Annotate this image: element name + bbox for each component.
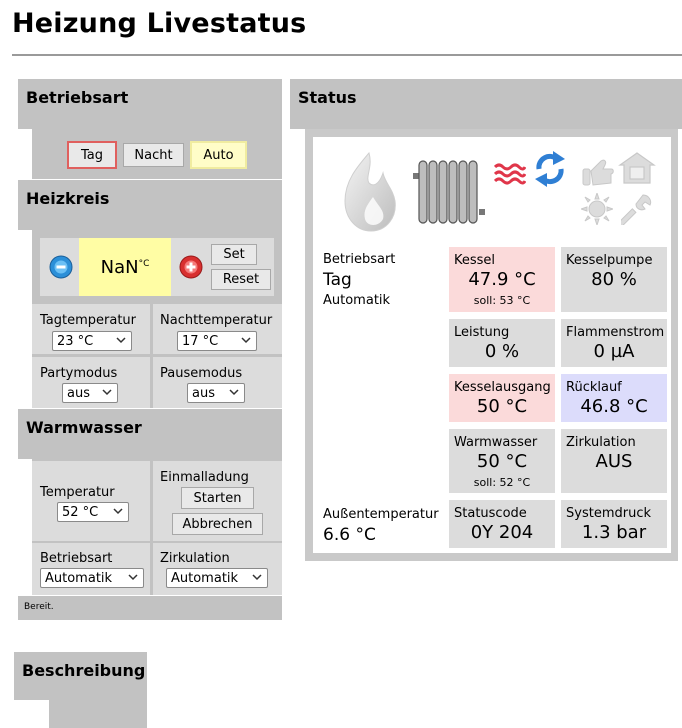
ww-temperatur-cell xyxy=(32,461,150,541)
pausemodus-cell xyxy=(153,357,282,408)
heizkreis-panel xyxy=(32,230,282,408)
ruecklauf-label: Rücklauf xyxy=(566,380,622,395)
pausemodus-value: aus xyxy=(192,385,215,401)
kesselausgang-value: 50 °C xyxy=(476,396,528,417)
statuscode-label: Statuscode xyxy=(454,506,527,521)
hand-icon xyxy=(581,157,615,187)
status-heading: Status xyxy=(290,79,682,129)
refresh-icon xyxy=(535,151,565,187)
wrench-icon xyxy=(621,193,653,225)
tile-flammenstrom xyxy=(561,319,667,367)
ww-zirkulation-value: Automatik xyxy=(171,570,239,586)
heizkreis-heading: Heizkreis xyxy=(18,180,282,230)
set-button[interactable]: Set xyxy=(211,244,257,265)
page-title: Heizung Livestatus xyxy=(12,8,307,39)
heat-waves-icon xyxy=(494,163,526,185)
einmalladung-label: Einmalladung xyxy=(160,470,249,485)
tile-ruecklauf xyxy=(561,374,667,422)
warmwasser-value: 50 °C xyxy=(476,451,528,472)
ww-betriebsart-cell xyxy=(32,543,150,595)
ww-temperatur-label: Temperatur xyxy=(40,485,115,500)
einmalladung-cell xyxy=(153,461,282,541)
house-icon xyxy=(618,151,656,185)
temperature-display xyxy=(79,238,171,296)
beschreibung-panel xyxy=(49,700,147,728)
tile-warmwasser xyxy=(449,429,555,493)
sun-icon xyxy=(581,193,613,225)
partymodus-label: Partymodus xyxy=(40,366,118,381)
reset-button[interactable]: Reset xyxy=(211,269,271,290)
einmalladung-abort-button[interactable]: Abbrechen xyxy=(172,513,263,535)
betriebsart-panel xyxy=(32,129,282,179)
partymodus-select[interactable] xyxy=(62,383,118,403)
ww-temperatur-select[interactable] xyxy=(57,502,129,522)
zirkulation-label: Zirkulation xyxy=(566,435,636,450)
tile-systemdruck xyxy=(561,500,667,548)
ruecklauf-value: 46.8 °C xyxy=(580,396,648,417)
tile-leistung xyxy=(449,319,555,367)
flammenstrom-value: 0 µA xyxy=(593,341,635,362)
minus-icon[interactable] xyxy=(48,254,74,280)
chevron-down-icon xyxy=(252,572,262,582)
kesselpumpe-label: Kesselpumpe xyxy=(566,253,653,268)
mode-nacht-button[interactable]: Nacht xyxy=(123,143,184,167)
tagtemperatur-select[interactable] xyxy=(52,331,132,351)
pausemodus-label: Pausemodus xyxy=(160,366,243,381)
systemdruck-value: 1.3 bar xyxy=(581,522,647,543)
status-bar: Bereit. xyxy=(18,596,282,620)
nachttemperatur-cell xyxy=(153,304,282,354)
chevron-down-icon xyxy=(116,335,126,345)
temperature-value: NaN xyxy=(100,256,139,278)
warmwasser-panel xyxy=(32,459,282,595)
kessel-label: Kessel xyxy=(454,253,496,268)
zirkulation-value: AUS xyxy=(595,451,633,472)
kessel-soll: soll: 53 °C xyxy=(473,294,531,307)
radiator-icon xyxy=(413,159,485,225)
chevron-down-icon xyxy=(229,387,239,397)
beschreibung-heading: Beschreibung xyxy=(14,652,147,700)
status-panel xyxy=(305,129,678,561)
nachttemperatur-value: 17 °C xyxy=(182,333,219,349)
ww-betriebsart-label: Betriebsart xyxy=(40,551,113,566)
warmwasser-soll: soll: 52 °C xyxy=(473,476,531,489)
mode-auto-button[interactable]: Auto xyxy=(190,141,247,169)
einmalladung-start-button[interactable]: Starten xyxy=(181,487,254,509)
warmwasser-heading: Warmwasser xyxy=(18,409,282,459)
plus-icon[interactable] xyxy=(178,254,204,280)
title-divider xyxy=(12,54,682,56)
ww-temperatur-value: 52 °C xyxy=(62,504,99,520)
tile-kesselausgang xyxy=(449,374,555,422)
warmwasser-label: Warmwasser xyxy=(454,435,538,450)
pausemodus-select[interactable] xyxy=(187,383,245,403)
ww-zirkulation-label: Zirkulation xyxy=(160,551,230,566)
nachttemperatur-label: Nachttemperatur xyxy=(160,313,273,328)
tile-zirkulation xyxy=(561,429,667,493)
ww-zirkulation-cell xyxy=(153,543,282,595)
status-betriebsart-label: Betriebsart xyxy=(323,252,396,267)
status-betriebsart-value: Tag xyxy=(323,270,352,290)
chevron-down-icon xyxy=(113,506,123,516)
temperature-control xyxy=(40,238,274,296)
nachttemperatur-select[interactable] xyxy=(177,331,257,351)
partymodus-cell xyxy=(32,357,150,408)
statuscode-value: 0Y 204 xyxy=(470,522,534,543)
flame-icon xyxy=(339,151,399,233)
chevron-down-icon xyxy=(102,387,112,397)
kesselausgang-label: Kesselausgang xyxy=(454,380,551,395)
temperature-unit: °C xyxy=(138,259,150,269)
flammenstrom-label: Flammenstrom xyxy=(566,325,665,340)
partymodus-value: aus xyxy=(67,385,90,401)
status-betriebsart-sub: Automatik xyxy=(323,293,391,308)
systemdruck-label: Systemdruck xyxy=(566,506,651,521)
kesselpumpe-value: 80 % xyxy=(591,269,637,290)
leistung-label: Leistung xyxy=(454,325,510,340)
status-inner xyxy=(313,137,671,553)
ww-zirkulation-select[interactable] xyxy=(166,568,268,588)
tagtemperatur-value: 23 °C xyxy=(57,333,94,349)
tile-kesselpumpe xyxy=(561,247,667,312)
chevron-down-icon xyxy=(241,335,251,345)
aussentemperatur-label: Außentemperatur xyxy=(323,507,439,522)
tile-statuscode xyxy=(449,500,555,548)
tagtemperatur-label: Tagtemperatur xyxy=(40,313,137,328)
ww-betriebsart-select[interactable] xyxy=(40,568,144,588)
ww-betriebsart-value: Automatik xyxy=(45,570,113,586)
betriebsart-heading: Betriebsart xyxy=(18,79,282,129)
kessel-value: 47.9 °C xyxy=(468,269,536,290)
mode-tag-button[interactable]: Tag xyxy=(67,141,117,169)
chevron-down-icon xyxy=(128,572,138,582)
tagtemperatur-cell xyxy=(32,304,150,354)
leistung-value: 0 % xyxy=(484,341,520,362)
tile-kessel xyxy=(449,247,555,312)
aussentemperatur-value: 6.6 °C xyxy=(323,525,376,545)
